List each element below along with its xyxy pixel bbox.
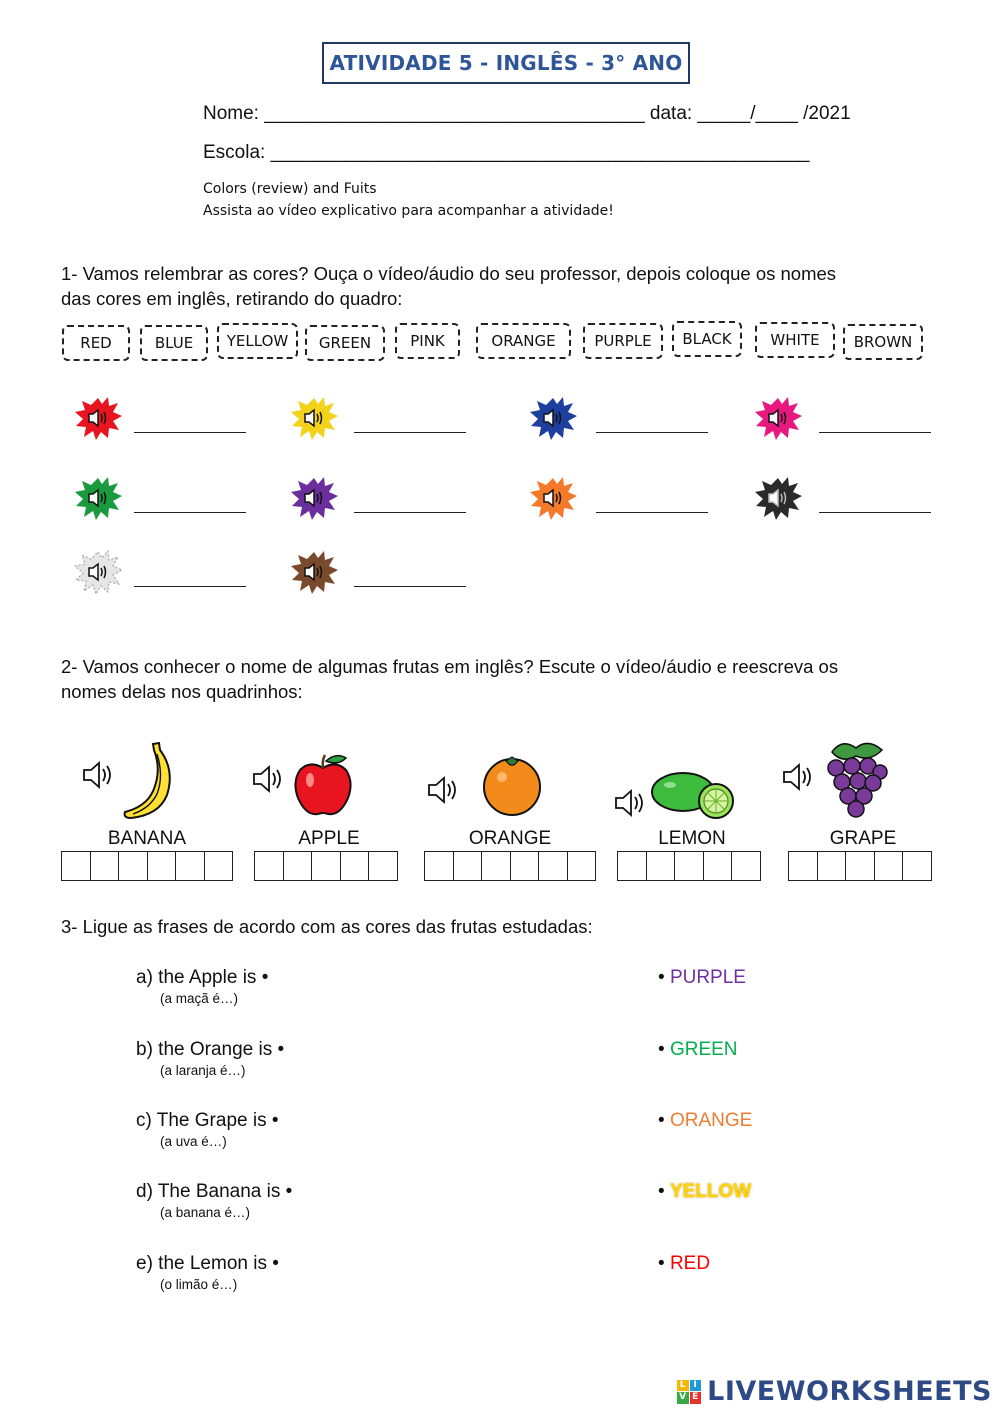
name-date-line[interactable]: Nome: ____________________________________ data: _____/____ /2021 [203, 103, 851, 124]
letter-box[interactable] [875, 852, 904, 880]
word-chip: ORANGE [476, 323, 571, 359]
orange-audio-icon[interactable] [427, 775, 461, 805]
letter-box[interactable] [255, 852, 284, 880]
letter-box[interactable] [647, 852, 676, 880]
fruit-name-grape: GRAPE [829, 828, 897, 849]
color-splat-audio-icon[interactable] [288, 472, 340, 524]
apple-image [292, 752, 354, 818]
color-answer-blank[interactable] [354, 586, 466, 587]
letter-box[interactable] [675, 852, 704, 880]
letter-box[interactable] [312, 852, 341, 880]
word-chip: YELLOW [217, 323, 298, 359]
banana-image [117, 740, 179, 822]
letter-box[interactable] [732, 852, 760, 880]
color-splat-audio-icon[interactable] [527, 392, 579, 444]
fruit-name-banana: BANANA [107, 828, 187, 849]
lemon-audio-icon[interactable] [614, 788, 648, 818]
lemon-image [650, 770, 736, 820]
letter-box[interactable] [511, 852, 540, 880]
word-chip: WHITE [755, 322, 835, 358]
grape-image [822, 738, 888, 820]
letter-box[interactable] [119, 852, 148, 880]
color-splat-audio-icon[interactable] [72, 392, 124, 444]
video-instruction: Assista ao vídeo explicativo para acompanhar a atividade! [203, 203, 614, 219]
fruit-name-lemon: LEMON [658, 828, 726, 849]
translation-orange: (a laranja é…) [160, 1063, 246, 1078]
color-splat-audio-icon[interactable] [288, 546, 340, 598]
color-answer-blank[interactable] [134, 586, 246, 587]
letter-box[interactable] [62, 852, 91, 880]
color-splat-audio-icon[interactable] [527, 472, 579, 524]
color-splat-audio-icon[interactable] [288, 392, 340, 444]
color-answer-blank[interactable] [134, 432, 246, 433]
worksheet-title: ATIVIDADE 5 - INGLÊS - 3° ANO [322, 42, 690, 84]
q2-prompt-line1: 2- Vamos conhecer o nome de algumas frutas em inglês? Escute o vídeo/áudio e reescreva os [61, 656, 839, 677]
letter-box[interactable] [846, 852, 875, 880]
brand-name: LIVEWORKSHEETS [707, 1376, 992, 1407]
school-line[interactable]: Escola: ___________________________________________________ [203, 142, 810, 163]
banana-audio-icon[interactable] [82, 760, 116, 790]
phrase-apple[interactable]: a) the Apple is • [136, 967, 269, 988]
word-chip: PINK [395, 323, 460, 359]
word-chip: BLACK [672, 321, 742, 357]
word-chip: PURPLE [583, 323, 663, 359]
letter-box[interactable] [148, 852, 177, 880]
letter-box[interactable] [284, 852, 313, 880]
answer-option[interactable]: • YELLOW [658, 1181, 752, 1202]
word-chip: GREEN [305, 325, 385, 361]
letter-box[interactable] [818, 852, 847, 880]
phrase-banana[interactable]: d) The Banana is • [136, 1181, 293, 1202]
letter-box[interactable] [789, 852, 818, 880]
brand-logo-icon: L I V E [677, 1380, 701, 1404]
liveworksheets-logo [677, 1376, 992, 1407]
fruit-name-orange: ORANGE [468, 828, 552, 849]
letter-boxes-grape[interactable] [788, 851, 932, 881]
answer-option[interactable]: • PURPLE [658, 967, 746, 988]
color-answer-blank[interactable] [354, 432, 466, 433]
word-chip: BROWN [843, 324, 923, 360]
letter-box[interactable] [568, 852, 596, 880]
translation-apple: (a maçã é…) [160, 991, 239, 1006]
letter-box[interactable] [903, 852, 931, 880]
letter-box[interactable] [618, 852, 647, 880]
apple-audio-icon[interactable] [252, 764, 286, 794]
color-answer-blank[interactable] [596, 512, 708, 513]
letter-box[interactable] [205, 852, 233, 880]
answer-option[interactable]: • ORANGE [658, 1110, 753, 1131]
color-answer-blank[interactable] [134, 512, 246, 513]
q1-prompt-line1: 1- Vamos relembrar as cores? Ouça o vídeo/áudio do seu professor, depois coloque os nomes [61, 263, 837, 284]
color-splat-audio-icon[interactable] [752, 392, 804, 444]
color-answer-blank[interactable] [819, 512, 931, 513]
letter-box[interactable] [704, 852, 733, 880]
word-chip: RED [62, 325, 130, 361]
phrase-orange[interactable]: b) the Orange is • [136, 1039, 285, 1060]
translation-banana: (a banana é…) [160, 1205, 251, 1220]
orange-image [480, 753, 544, 817]
phrase-grape[interactable]: c) The Grape is • [136, 1110, 279, 1131]
color-answer-blank[interactable] [596, 432, 708, 433]
letter-box[interactable] [425, 852, 454, 880]
answer-option[interactable]: • GREEN [658, 1039, 738, 1060]
color-splat-audio-icon[interactable] [72, 546, 124, 598]
worksheet-subtitle: Colors (review) and Fuits [203, 181, 377, 197]
q3-prompt: 3- Ligue as frases de acordo com as cores das frutas estudadas: [61, 916, 593, 937]
fruit-name-apple: APPLE [298, 828, 360, 849]
letter-boxes-orange[interactable] [424, 851, 596, 881]
letter-boxes-banana[interactable] [61, 851, 233, 881]
letter-boxes-lemon[interactable] [617, 851, 761, 881]
answer-option[interactable]: • RED [658, 1253, 711, 1274]
grape-audio-icon[interactable] [782, 762, 816, 792]
color-answer-blank[interactable] [354, 512, 466, 513]
translation-grape: (a uva é…) [160, 1134, 227, 1149]
color-splat-audio-icon[interactable] [752, 472, 804, 524]
phrase-lemon[interactable]: e) the Lemon is • [136, 1253, 279, 1274]
color-splat-audio-icon[interactable] [72, 472, 124, 524]
translation-lemon: (o limão é…) [160, 1277, 238, 1292]
letter-box[interactable] [91, 852, 120, 880]
letter-box[interactable] [482, 852, 511, 880]
letter-box[interactable] [539, 852, 568, 880]
color-answer-blank[interactable] [819, 432, 931, 433]
letter-box[interactable] [369, 852, 397, 880]
letter-box[interactable] [341, 852, 370, 880]
q2-prompt-line2: nomes delas nos quadrinhos: [61, 681, 303, 702]
letter-box[interactable] [454, 852, 483, 880]
letter-box[interactable] [176, 852, 205, 880]
letter-boxes-apple[interactable] [254, 851, 398, 881]
word-chip: BLUE [140, 325, 208, 361]
q1-prompt-line2: das cores em inglês, retirando do quadro: [61, 288, 403, 309]
